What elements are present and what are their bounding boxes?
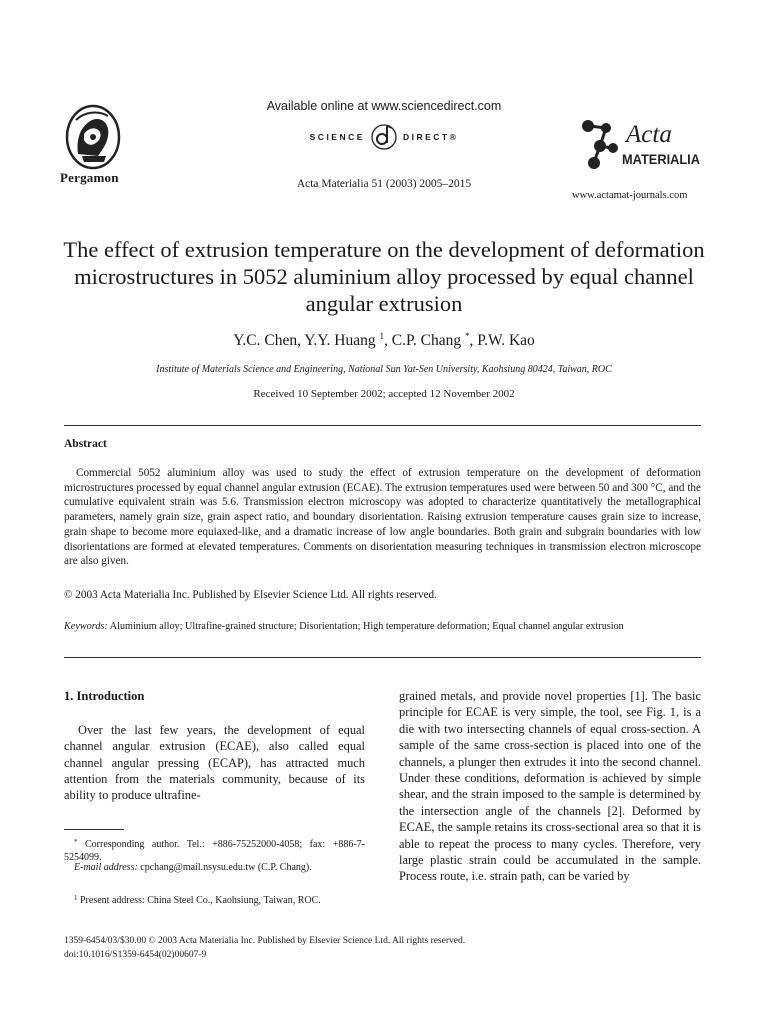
intro-left-column: Over the last few years, the development of equal channel angular extrusion (ECAE), also called equal channel angular pressing (ECAP), has attracted much attention from the materials community, because of its ability to produce ultrafine-: [64, 723, 365, 803]
footnote-mark-1: 1: [74, 894, 78, 902]
available-online-text[interactable]: Available online at www.sciencedirect.com: [266, 99, 502, 113]
sciencedirect-d-icon: [370, 123, 398, 151]
footnote-present-address: [64, 892, 365, 908]
acta-materialia-logo: [578, 114, 702, 174]
page-footer: [64, 935, 465, 962]
section-heading-introduction: 1. Introduction: [64, 689, 145, 703]
publisher-name: Pergamon: [60, 170, 119, 185]
issn-line: 1359-6454/03/$30.00 © 2003 Acta Materialia Inc. Published by Elsevier Science Ltd. All rights reserved.: [64, 936, 466, 946]
author-3: , P.W. Kao: [469, 332, 535, 349]
email-label: E-mail address:: [74, 862, 138, 873]
affiliation: Institute of Materials Science and Engineering, National Sun Yat-Sen University, Kaohsiung 80424, Taiwan, ROC: [156, 364, 612, 375]
email-address[interactable]: cpchang@mail.nsysu.edu.tw (C.P. Chang).: [140, 862, 312, 873]
footnote-rule: [64, 829, 124, 830]
abstract-bottom-rule: [64, 657, 701, 658]
footnote-present-text: Present address: China Steel Co., Kaohsiung, Taiwan, ROC.: [80, 895, 321, 906]
sd-left-word: SCIENCE: [309, 132, 365, 142]
author-1: Y.C. Chen, Y.Y. Huang: [233, 332, 376, 349]
author-list: [0, 331, 768, 350]
keywords-label: Keywords:: [64, 621, 108, 632]
molecule-icon: [582, 120, 618, 169]
doi-line[interactable]: doi:10.1016/S1359-6454(02)00607-9: [64, 949, 207, 960]
footnote-marker-1: 1: [379, 331, 384, 341]
footnote-corresponding-text: Corresponding author. Tel.: +886-75252000-4058; fax: +886-7-5254099.: [64, 839, 365, 863]
received-dates: Received 10 September 2002; accepted 12 November 2002: [253, 388, 515, 400]
keywords-list: Aluminium alloy; Ultrafine-grained structure; Disorientation; High temperature deformation; Equal channel angular extrusion: [109, 621, 624, 632]
footnote-mark-star: *: [74, 838, 78, 846]
abstract-heading: Abstract: [64, 438, 107, 450]
copyright-line: © 2003 Acta Materialia Inc. Published by Elsevier Science Ltd. All rights reserved.: [64, 589, 437, 601]
journal-url[interactable]: www.actamat-journals.com: [572, 190, 688, 201]
keywords: [64, 620, 701, 633]
abstract-body: Commercial 5052 aluminium alloy was used to study the effect of extrusion temperature on the development of deformation microstructures processed by equal channel angular extrusion (ECAE). The extrusion temperatures used were between 50 and 300 °C, and the cumulative equivalent strain was 5.6. Transmission electron microscopy was adopted to characterize quantitatively the metallographical parameters, namely grain size, grain aspect ratio, and boundary disorientation. Raising extrusion temperature causes grain size to increase, grain shape to become more equiaxed-like, and a dramatic increase of low angle boundaries. Both grain and subgrain boundaries with low disorientations are formed at elevated temperatures. Comments on disorientation measuring techniques in transmission electron microscope are also given.: [64, 467, 701, 568]
journal-reference: Acta Materialia 51 (2003) 2005–2015: [296, 178, 472, 190]
footnote-corresponding: [64, 836, 365, 864]
footnote-email: [64, 862, 365, 875]
footnote-marker-corresponding: *: [464, 331, 470, 341]
intro-right-column: grained metals, and provide novel properties [1]. The basic principle for ECAE is very simple, the tool, see Fig. 1, is a die with two intersecting channels of equal cross-section. A sample of the same cross-section is placed into one of the channels, a plunger then extrudes it into the second channel. Under these conditions, deformation is achieved by simple shear, and the strain imposed to the sample is determined by the intersection angle of the channels [2]. Deformed by ECAE, the sample retains its cross-sectional area so that it is able to repeat the process to many cycles. Therefore, very large plastic strain could be accumulated in the sample. Process route, i.e. strain path, can be varied by: [399, 689, 701, 884]
sd-right-word: DIRECT®: [402, 132, 459, 142]
author-2: , C.P. Chang: [384, 332, 462, 349]
svg-text:MATERIALIA: MATERIALIA: [622, 151, 700, 167]
svg-text:Acta: Acta: [626, 121, 672, 148]
article-title: The effect of extrusion temperature on the development of deformation microstructures in 5052 aluminium alloy processed by equal channel angular extrusion: [63, 237, 705, 316]
top-rule: [64, 425, 701, 426]
